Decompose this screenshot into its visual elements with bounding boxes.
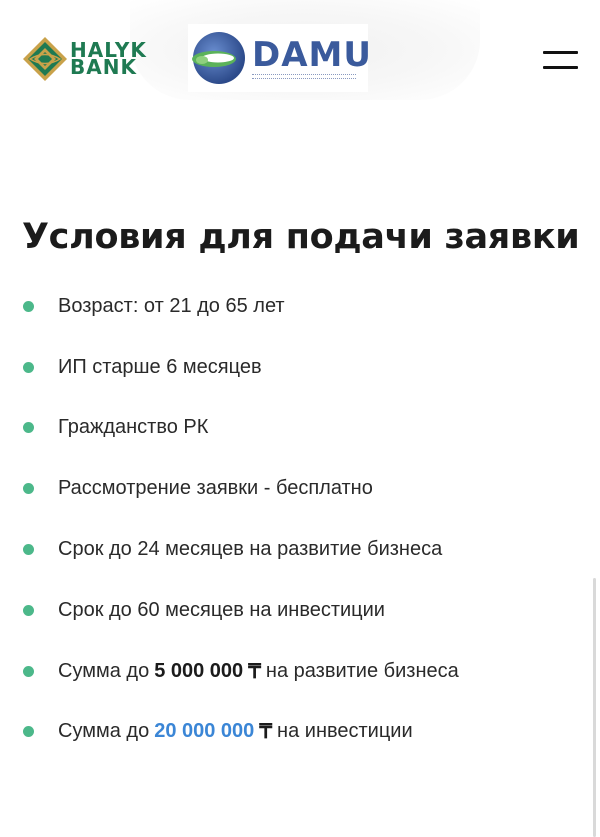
condition-prefix: Сумма до (58, 720, 150, 743)
halyk-logo-line2: BANK (70, 55, 137, 79)
halyk-emblem-icon (22, 36, 68, 82)
bullet-dot-icon (23, 422, 34, 433)
condition-text: Рассмотрение заявки - бесплатно (58, 477, 373, 500)
hamburger-menu-button[interactable] (540, 48, 580, 74)
bullet-dot-icon (23, 483, 34, 494)
condition-suffix: на развитие бизнеса (265, 659, 459, 682)
site-header (0, 0, 600, 110)
condition-text: ИП старше 6 месяцев (58, 355, 262, 378)
damu-emblem-icon (188, 27, 250, 89)
bullet-dot-icon (23, 362, 34, 373)
condition-amount: 5 000 000 (154, 659, 244, 682)
condition-text (58, 641, 459, 702)
condition-item (0, 702, 590, 763)
condition-amount-highlight: 20 000 000 (154, 720, 255, 743)
damu-logo-text: DAMU (252, 34, 372, 75)
hamburger-icon-line (543, 66, 578, 69)
condition-prefix: Сумма до (58, 659, 150, 682)
damu-logo-tagline (252, 74, 356, 79)
halyk-logo-line1: HALYK (70, 38, 147, 62)
condition-item (0, 337, 590, 398)
tenge-currency-sign: ₸ (248, 660, 261, 683)
tenge-currency-sign: ₸ (259, 721, 273, 744)
scrollbar-thumb[interactable] (593, 578, 596, 837)
condition-item (0, 398, 590, 459)
hamburger-icon-line (543, 51, 578, 54)
condition-text (58, 702, 413, 763)
bullet-dot-icon (23, 726, 34, 737)
condition-suffix: на инвестиции (277, 720, 413, 743)
halyk-bank-logo[interactable] (22, 34, 172, 84)
condition-item (0, 580, 590, 641)
condition-item (0, 458, 590, 519)
damu-logo[interactable] (188, 24, 372, 92)
condition-text: Срок до 24 месяцев на развитие бизнеса (58, 538, 443, 561)
bullet-dot-icon (23, 544, 34, 555)
condition-item (0, 641, 590, 702)
condition-text: Возраст: от 21 до 65 лет (58, 294, 285, 317)
condition-text: Гражданство РК (58, 416, 209, 439)
condition-text: Срок до 60 месяцев на инвестиции (58, 598, 385, 621)
condition-item (0, 519, 590, 580)
bullet-dot-icon (23, 605, 34, 616)
conditions-list (0, 276, 590, 762)
condition-item (0, 276, 590, 337)
bullet-dot-icon (23, 301, 34, 312)
bullet-dot-icon (23, 666, 34, 677)
section-title: Условия для подачи заявки (22, 217, 580, 257)
